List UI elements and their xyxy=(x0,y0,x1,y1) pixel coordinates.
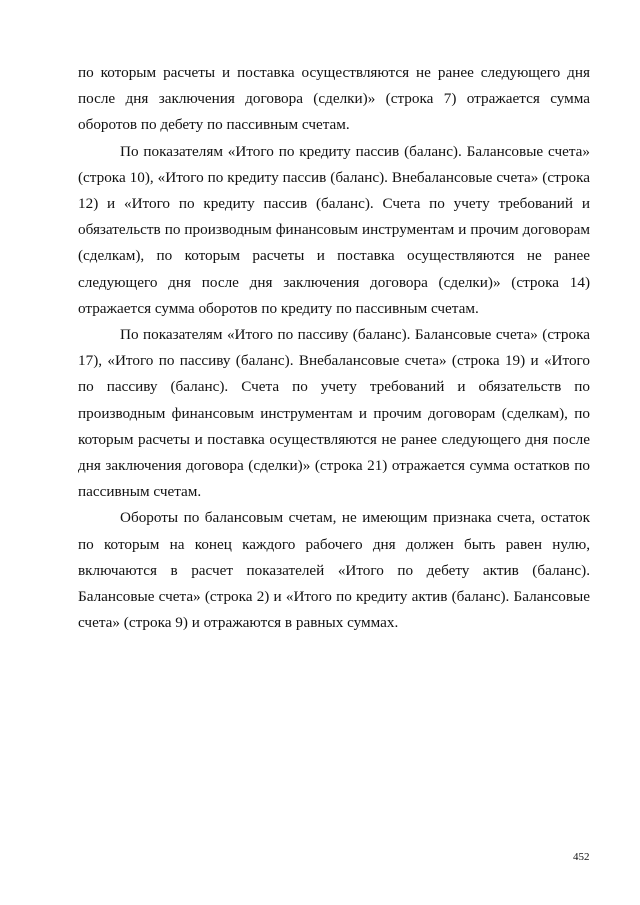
paragraph-credit-passive: По показателям «Итого по кредиту пассив (баланс). Балансовые счета» (строка 10), «Итого по кредиту пассив (баланс). Внебалансовые счета» (строка 12) и «Итого по кредиту пассив (баланс). Счета по учету требований и обязательств по производным финансовым инструментам и прочим договорам (сделкам), по которым расчеты и поставка осуществляются не ранее следующего дня после дня заключения договора (сделки)» (строка 14) отражается сумма оборотов по кредиту по пассивным счетам. xyxy=(78,142,590,317)
page-number: 452 xyxy=(573,851,590,863)
paragraph-continuation: по которым расчеты и поставка осуществляются не ранее следующего дня после дня заключения договора (сделки)» (строка 7) отражается сумма оборотов по дебету по пассивным счетам. xyxy=(78,64,590,134)
paragraph-balance-turnover: Обороты по балансовым счетам, не имеющим признака счета, остаток по которым на конец каждого рабочего дня должен быть равен нулю, включаются в расчет показателей «Итого по дебету актив (баланс). Балансовые счета» (строка 2) и «Итого по кредиту актив (баланс). Балансовые счета» (строка 9) и отражаются в равных суммах. xyxy=(78,509,590,632)
page-body xyxy=(78,60,590,636)
paragraph-passive-balance: По показателям «Итого по пассиву (баланс). Балансовые счета» (строка 17), «Итого по пассиву (баланс). Внебалансовые счета» (строка 19) и «Итого по пассиву (баланс). Счета по учету требований и обязательств по производным финансовым инструментам и прочим договорам (сделкам), по которым расчеты и поставка осуществляются не ранее следующего дня после дня заключения договора (сделки)» (строка 21) отражается сумма остатков по пассивным счетам. xyxy=(78,326,590,501)
